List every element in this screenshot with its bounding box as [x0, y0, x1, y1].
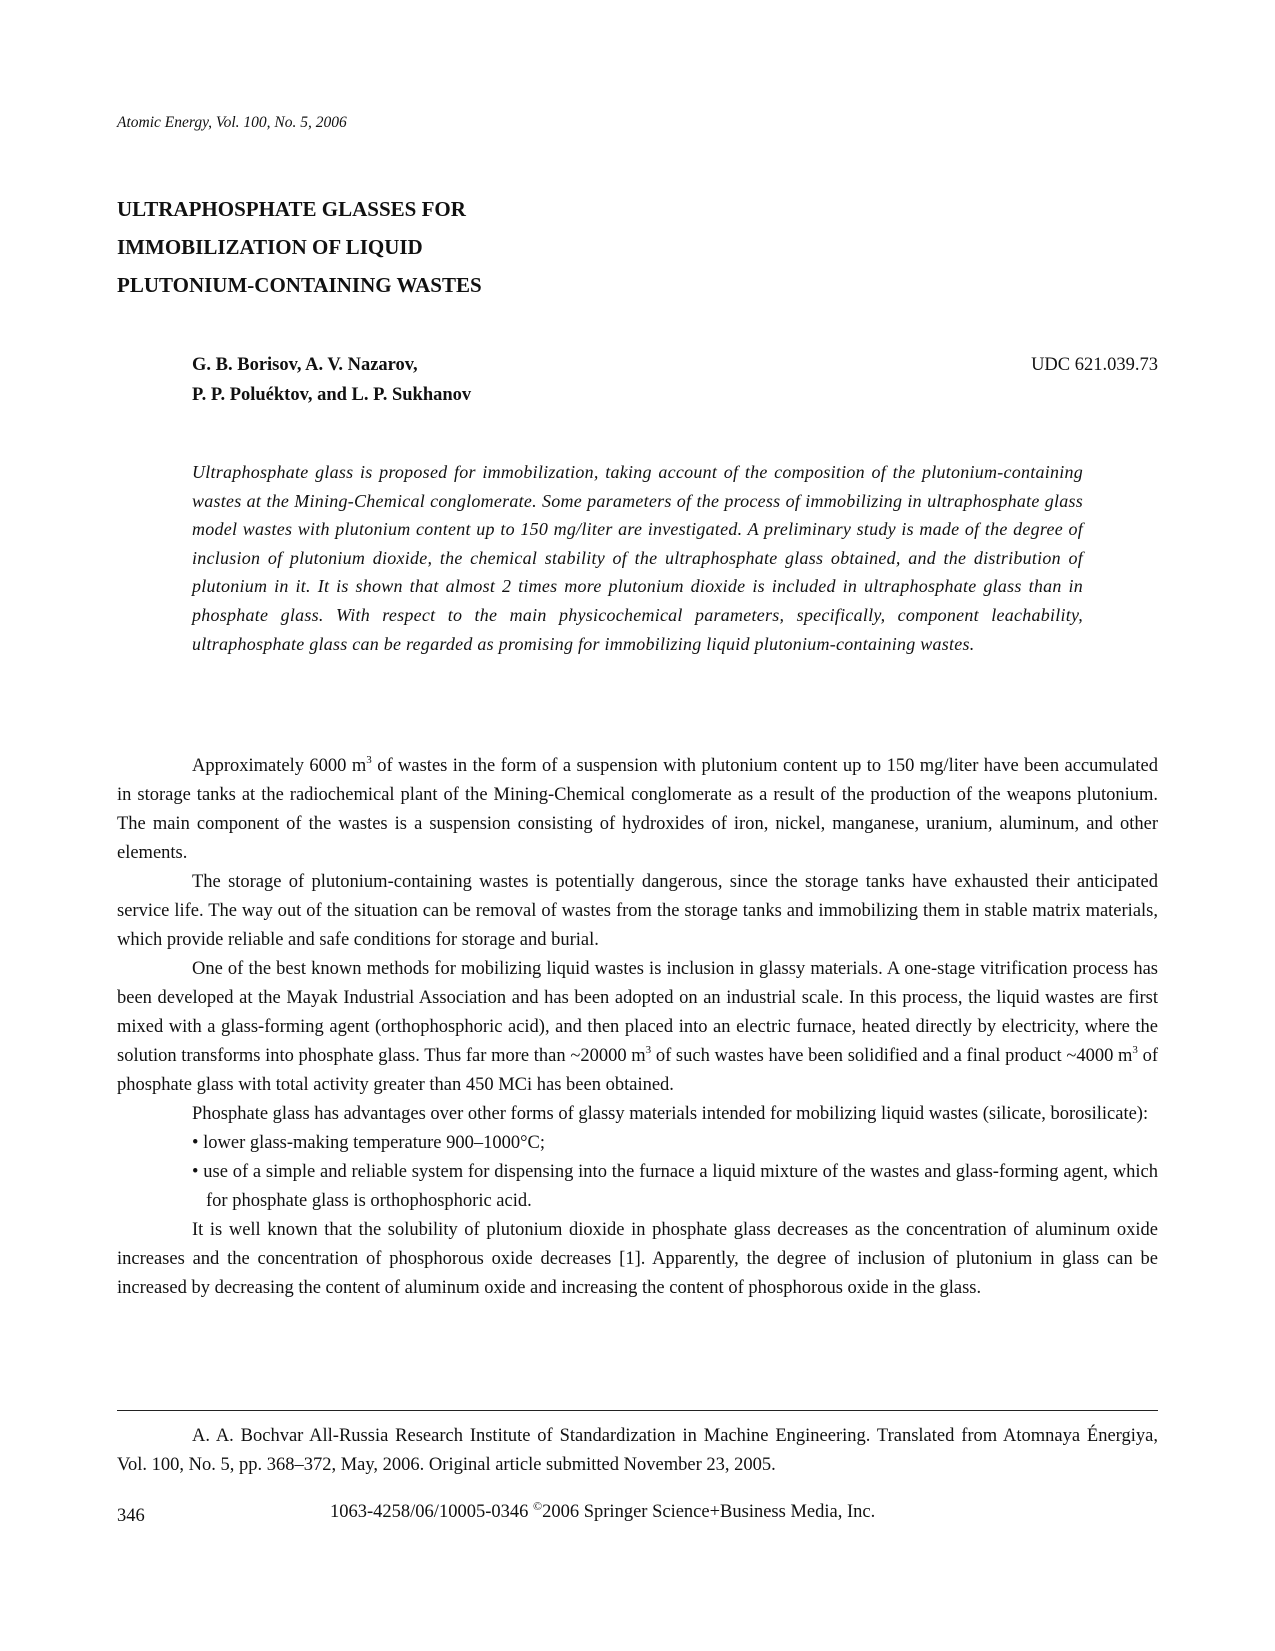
- text-run: of wastes in the form of a suspension with plutonium content up to 150 mg/liter have been accumulated in storage tanks at the radiochemical plant of the Mining-Chemical conglomerate as a result of the production of the weapons plutonium. The main component of the wastes is a suspension consisting of hydroxides of iron, nickel, manganese, uranium, aluminum, and other elements.: [117, 756, 1158, 863]
- body-paragraph: It is well known that the solubility of plutonium dioxide in phosphate glass decreases as the concentration of aluminum oxide increases and the concentration of phosphorous oxide decreases [1]. Apparently, the degree of inclusion of plutonium in glass can be increased by decreasing the content of aluminum oxide and increasing the content of phosphorous oxide in the glass.: [117, 1220, 1158, 1298]
- authors-line: G. B. Borisov, A. V. Nazarov,: [192, 355, 418, 375]
- journal-header: Atomic Energy, Vol. 100, No. 5, 2006: [117, 114, 347, 131]
- publisher: 2006 Springer Science+Business Media, Inc.: [542, 1502, 876, 1522]
- text-run: of such wastes have been solidified and a final product ~4000 m: [651, 1046, 1133, 1066]
- abstract: Ultraphosphate glass is proposed for immobilization, taking account of the composition of the plutonium-containing wastes at the Mining-Chemical conglomerate. Some parameters of the process of immobilizing in ultraphosphate glass model wastes with plutonium content up to 150 mg/liter are investigated. A preliminary study is made of the degree of inclusion of plutonium dioxide, the chemical stability of the ultraphosphate glass obtained, and the distribution of plutonium in it. It is shown that almost 2 times more plutonium dioxide is included in ultraphosphate glass than in phosphate glass. With respect to the main physicochemical parameters, specifically, component leachability, ultraphosphate glass can be regarded as promising for immobilizing liquid plutonium-containing wastes.: [192, 462, 1083, 654]
- list-item: • use of a simple and reliable system for dispensing into the furnace a liquid mixture of the wastes and glass-forming agent, which for phosphate glass is orthophosphoric acid.: [192, 1162, 1158, 1211]
- article-body: [117, 752, 1158, 1303]
- text-run: Approximately 6000 m: [192, 756, 367, 776]
- body-paragraph: Phosphate glass has advantages over other forms of glassy materials intended for mobilizing liquid wastes (silicate, borosilicate):: [192, 1104, 1149, 1124]
- bullet-list: [117, 1129, 1158, 1216]
- text-run: One of the best known methods for mobilizing liquid wastes is inclusion in glassy materials. A one-stage vitrification process has been developed at the Mayak Industrial Association and has been adopted on an industrial scale. In this process, the liquid wastes are first mixed with a glass-forming agent (orthophosphoric acid), and then placed into an electric furnace, heated directly by electricity, where the solution transforms into phosphate glass. Thus far more than ~20000 m: [117, 959, 1158, 1066]
- title-line: IMMOBILIZATION OF LIQUID: [117, 235, 423, 259]
- affiliation-footnote: A. A. Bochvar All-Russia Research Institute of Standardization in Machine Engineering. Translated from Atomnaya Énergiya, Vol. 100, No. 5, pp. 368–372, May, 2006. Original article submitted November 23, 2005.: [117, 1426, 1158, 1475]
- superscript: 3: [645, 1044, 652, 1056]
- copyright-symbol: ©: [532, 1499, 543, 1513]
- article-title: [117, 190, 482, 304]
- body-paragraph: The storage of plutonium-containing wastes is potentially dangerous, since the storage tanks have exhausted their anticipated service life. The way out of the situation can be removal of wastes from the storage tanks and immobilizing them in stable matrix materials, which provide reliable and safe conditions for storage and burial.: [117, 872, 1158, 950]
- text-run: of phosphate glass with total activity greater than 450 MCi has been obtained.: [117, 1046, 1158, 1095]
- udc-code: UDC 621.039.73: [1031, 355, 1158, 375]
- authors-line: P. P. Poluéktov, and L. P. Sukhanov: [192, 385, 472, 405]
- list-item: • lower glass-making temperature 900–1000°C;: [192, 1133, 545, 1153]
- superscript: 3: [366, 754, 372, 766]
- footnote-divider: [117, 1410, 1158, 1411]
- issn: 1063-4258/06/10005-0346: [330, 1502, 533, 1522]
- copyright-line: [330, 1499, 876, 1523]
- authors: [192, 350, 471, 410]
- superscript: 3: [1132, 1044, 1138, 1056]
- title-line: ULTRAPHOSPHATE GLASSES FOR: [117, 197, 466, 221]
- title-line: PLUTONIUM-CONTAINING WASTES: [117, 273, 482, 297]
- body-paragraph: [117, 955, 1158, 1100]
- body-paragraph: [117, 752, 1158, 868]
- page-number: 346: [117, 1506, 145, 1526]
